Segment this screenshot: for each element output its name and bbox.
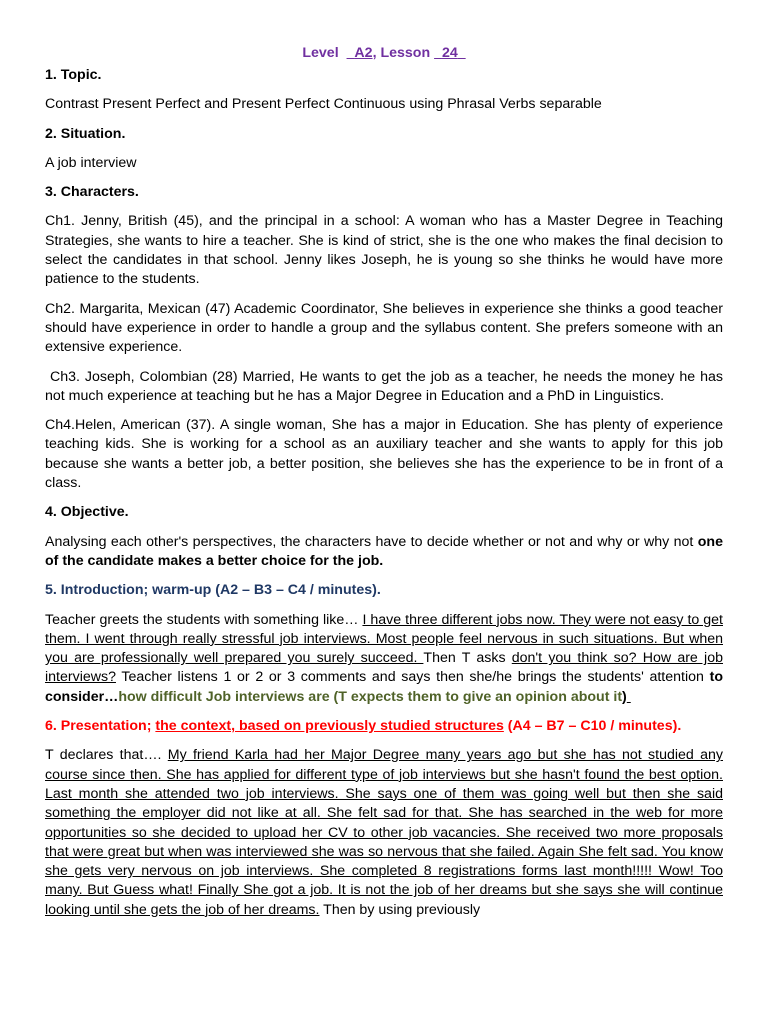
- objective-text: Analysing each other's perspectives, the characters have to decide whether or not and why or why not one of the candidate makes a better choice for the job.: [45, 533, 723, 569]
- situation-heading: 2. Situation.: [45, 125, 126, 142]
- objective-heading: 4. Objective.: [45, 504, 129, 521]
- objective-emphasis: one of the candidate makes a better choice for the job.: [45, 533, 723, 569]
- character-2: Ch2. Margarita, Mexican (47) Academic Coordinator, She believes in experience she thinks a good teacher should have experience in order to handle a group and the syllabus content. She prefers someone with an extensive experience.: [45, 300, 723, 356]
- level-label: Level: [302, 45, 339, 61]
- introduction-heading: 5. Introduction; warm-up (A2 – B3 – C4 / minutes).: [45, 582, 381, 599]
- topic-heading: 1. Topic.: [45, 67, 102, 83]
- situation-text: A job interview: [45, 154, 137, 171]
- presentation-heading: 6. Presentation; the context, based on previously studied structures (A4 – B7 – C10 / minutes).: [45, 718, 682, 735]
- character-4: Ch4.Helen, American (37). A single woman, She has a major in Education. She has plenty of experience teaching kids. She is working for a school as an auxiliary teacher and she wants to apply for this job because she wants a better job, a better position, she believes she has the experience to be in front of a class.: [45, 417, 723, 492]
- introduction-text: Teacher greets the students with something like… I have three different jobs now. They were not easy to get them. I went through really stressful job interviews. Most people feel nervous in such situations. But when you are professionally well prepared you surely succeed. Then T asks don't you think so? How are job interviews? Teacher listens 1 or 2 or 3 comments and says then she/he brings the students' attention to consider…how difficult Job interviews are (T expects them to give an opinion about it): [45, 611, 723, 705]
- introduction-question: don't you think so? How are job interviews?: [45, 650, 723, 686]
- introduction-quote: I have three different jobs now. They were not easy to get them. I went through really stressful job interviews. Most people feel nervous in such situations. But when you are professionally well prepared you surely succeed.: [45, 611, 723, 667]
- character-3: Ch3. Joseph, Colombian (28) Married, He wants to get the job as a teacher, he needs the money he has not much experience at teaching but he has a Major Degree in Education and a PhD in Linguistics.: [45, 368, 724, 404]
- introduction-highlight: how difficult Job interviews are (T expects them to give an opinion about it: [118, 688, 623, 705]
- level-value: A2: [354, 45, 373, 61]
- lesson-label: Lesson: [380, 45, 431, 61]
- topic-text: Contrast Present Perfect and Present Perfect Continuous using Phrasal Verbs separable: [45, 96, 602, 113]
- presentation-story: My friend Karla had her Major Degree many years ago but she has not studied any course since then. She has applied for different type of job interviews but she hasn't found the best option. Last month she attended two job interviews. She says one of them was going well but then she said something the employer did not like at all. She felt sad for that. She has searched in the web for more opportunities so she decided to upload her CV to other job vacancies. She received two more proposals that were great but when was interviewed she was so nervous that she failed. Again She felt sad. You know she gets very nervous on job interviews. She completed 8 registrations forms last month!!!!! Wow! Too many. But Guess what! Finally She got a job. It is not the job of her dreams but she says she will continue looking until she gets the job of her dreams.: [45, 747, 723, 918]
- presentation-text: T declares that…. My friend Karla had her Major Degree many years ago but she has not studied any course since then. She has applied for different type of job interviews but she hasn't found the best option. Last month she attended two job interviews. She says one of them was going well but then she said something the employer did not like at all. She felt sad for that. She has searched in the web for more opportunities so she decided to upload her CV to other job vacancies. She received two more proposals that were great but when was interviewed she was so nervous that she failed. Again She felt sad. You know she gets very nervous on job interviews. She completed 8 registrations forms last month!!!!! Wow! Too many. But Guess what! Finally She got a job. It is not the job of her dreams but she says she will continue looking until she gets the job of her dreams. Then by using previously: [45, 747, 723, 918]
- document-page: [45, 44, 723, 930]
- characters-heading: 3. Characters.: [45, 184, 139, 201]
- character-1: Ch1. Jenny, British (45), and the principal in a school: A woman who has a Master Degree in Teaching Strategies, she wants to hire a teacher. She is kind of strict, she is the one who makes the final decision to select the candidates in that school. Jenny likes Joseph, he is young so she thinks he would have more patience to the students.: [45, 213, 723, 288]
- lesson-value: 24: [441, 45, 458, 61]
- lesson-title: Level A2, Lesson 24: [45, 44, 723, 66]
